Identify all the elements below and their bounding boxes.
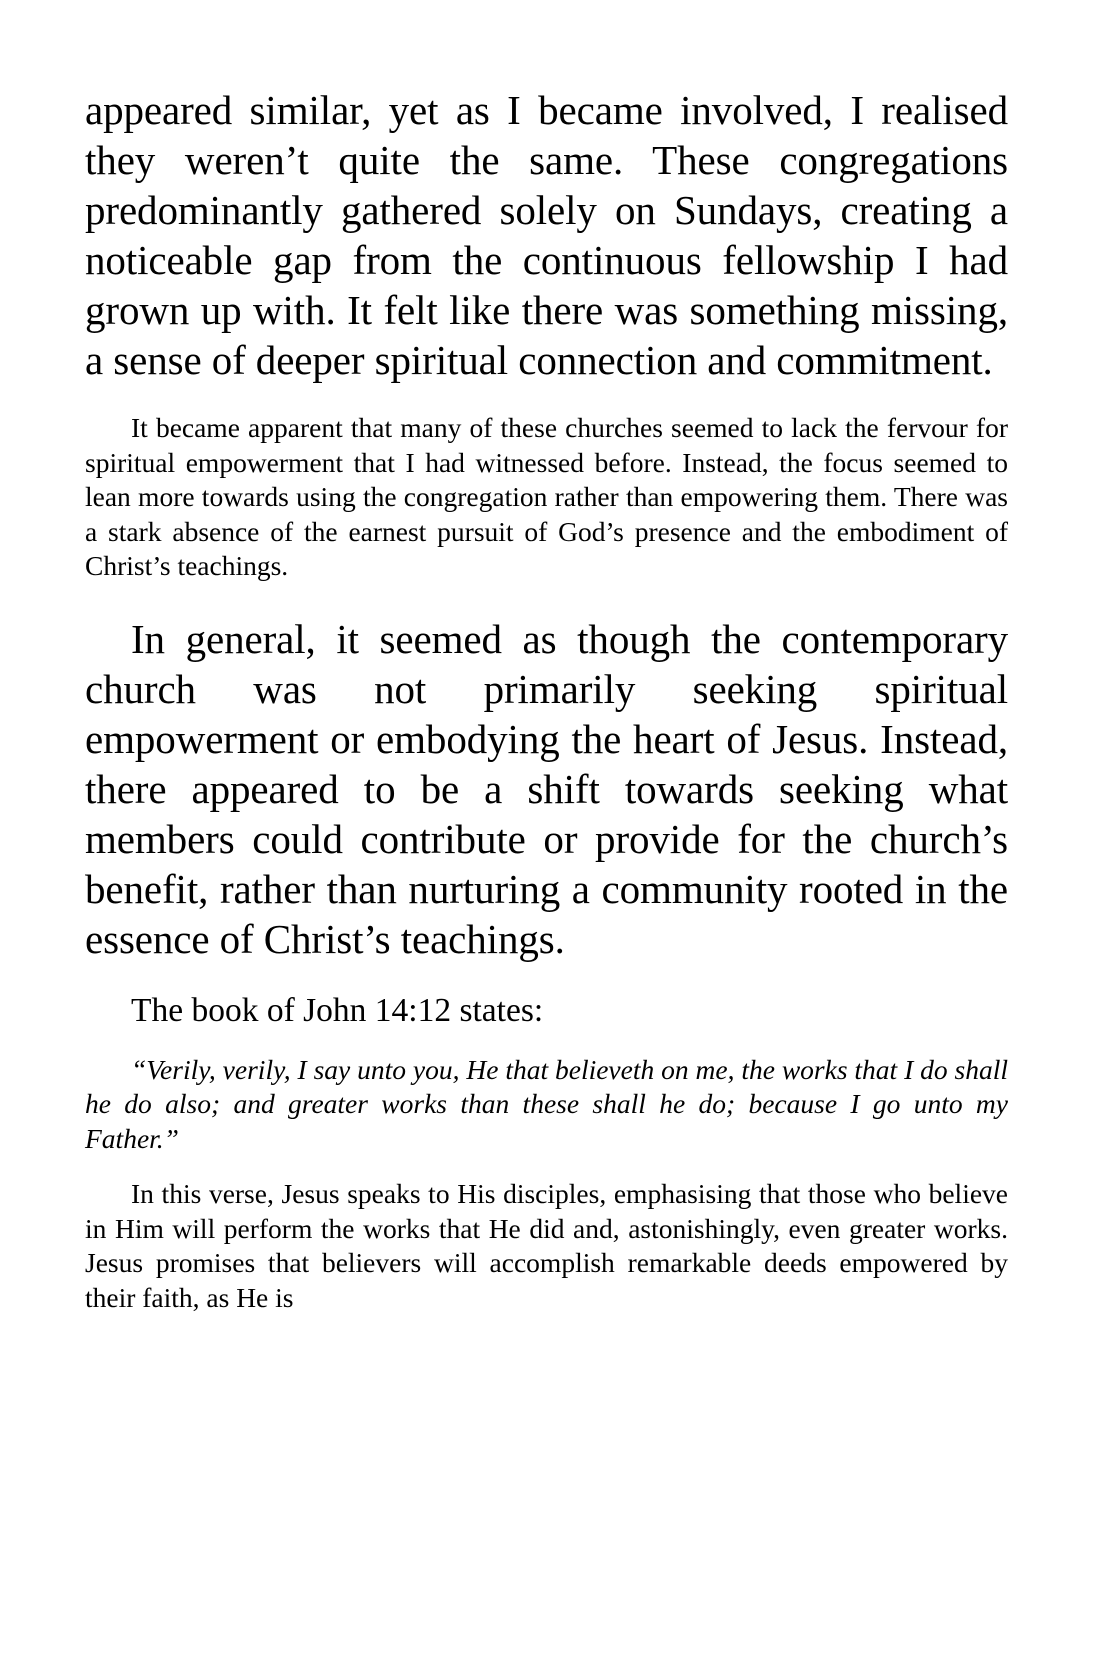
spacer	[85, 1156, 1008, 1177]
paragraph-continued-top: appeared similar, yet as I became involved, I realised they weren’t quite the same. These congregations predominantly gathered solely on Sundays, creating a noticeable gap from the continuous fellowship I had grown up with. It felt like there was something missing, a sense of deeper spiritual connection and commitment.	[85, 87, 1008, 383]
spacer	[85, 584, 1008, 614]
section-heading-john-14-12: The book of John 14:12 states:	[131, 991, 544, 1029]
spacer	[85, 964, 1008, 991]
spacer	[85, 385, 1008, 411]
paragraph-in-general: In general, it seemed as though the contemporary church was not primarily seeking spiritual empowerment or embodying the heart of Jesus. Instead, there appeared to be a shift towards seeking what members could contribute or provide for the church’s benefit, rather than nurturing a community rooted in the essence of Christ’s teachings.	[85, 615, 1008, 962]
spacer	[85, 1031, 1008, 1053]
paragraph-in-this-verse: In this verse, Jesus speaks to His disciples, emphasising that those who believe in Him will perform the works that He did and, astonishingly, even greater works. Jesus promises that believers will accomplish remarkable deeds empowered by their faith, as He is	[85, 1178, 1008, 1313]
scripture-quote-john-14-12: “Verily, verily, I say unto you, He that believeth on me, the works that I do shall he do also; and greater works than these shall he do; because I go unto my Father.”	[85, 1053, 1008, 1154]
paragraph-lack-of-fervour: It became apparent that many of these churches seemed to lack the fervour for spiritual empowerment that I had witnessed before. Instead, the focus seemed to lean more towards using the congregation rather than empowering them. There was a stark absence of the earnest pursuit of God’s presence and the embodiment of Christ’s teachings.	[85, 412, 1008, 581]
